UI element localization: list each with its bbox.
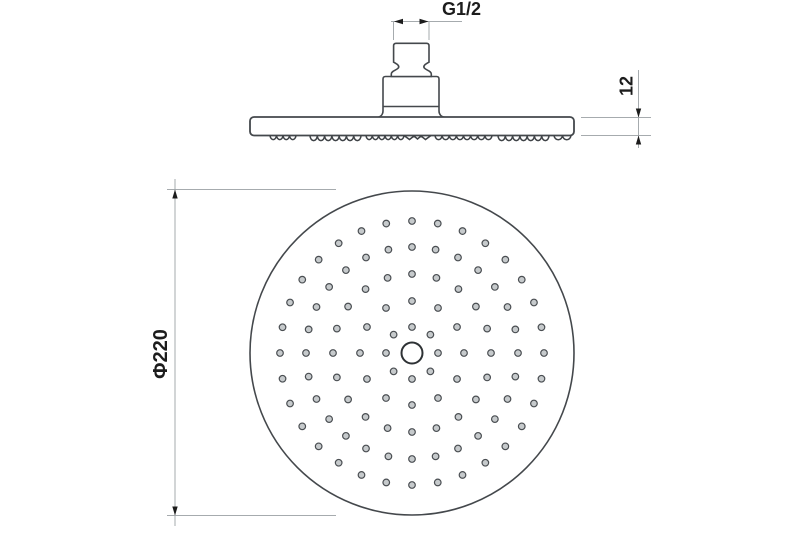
nozzle-hole bbox=[475, 433, 482, 440]
nozzle-hole bbox=[334, 325, 341, 332]
nozzle-hole bbox=[518, 276, 525, 283]
nozzle-hole bbox=[531, 400, 538, 407]
nozzle-hole bbox=[390, 368, 397, 375]
arrow-up-icon bbox=[636, 136, 641, 145]
nozzle-hole bbox=[504, 396, 511, 403]
nozzle-hole bbox=[305, 326, 312, 333]
shower-head-disc bbox=[250, 117, 574, 136]
nozzle-hole bbox=[492, 416, 499, 423]
dimension-thread bbox=[391, 0, 481, 40]
nozzle-hole bbox=[384, 425, 391, 432]
nozzle-hole bbox=[512, 326, 519, 333]
nozzle-hole bbox=[287, 299, 294, 306]
nozzle-hole bbox=[383, 395, 390, 402]
nozzle-hole bbox=[334, 374, 341, 381]
nozzle-hole bbox=[345, 303, 352, 310]
nozzle-hole bbox=[434, 220, 441, 227]
nozzle-hole bbox=[455, 414, 462, 421]
nozzle-hole bbox=[363, 254, 370, 261]
nozzle-hole bbox=[454, 324, 461, 331]
nozzle-hole bbox=[364, 324, 371, 331]
nozzle-hole bbox=[409, 271, 416, 278]
nozzle-hole bbox=[538, 375, 545, 382]
nozzle-hole bbox=[335, 240, 342, 247]
nozzle-hole bbox=[279, 375, 286, 382]
nozzle-hole bbox=[484, 374, 491, 381]
nozzle-hole bbox=[541, 350, 548, 357]
nozzle-hole bbox=[518, 423, 525, 430]
nozzle-hole bbox=[432, 453, 439, 460]
nozzle-hole bbox=[313, 396, 320, 403]
nozzle-hole bbox=[358, 228, 365, 235]
collar bbox=[377, 77, 446, 118]
nozzle-hole bbox=[473, 396, 480, 403]
nozzle-hole bbox=[364, 376, 371, 383]
nozzle-hole bbox=[434, 479, 441, 486]
diameter-label: Φ220 bbox=[150, 329, 172, 379]
nozzle-hole bbox=[299, 423, 306, 430]
nozzle-hole bbox=[384, 275, 391, 282]
arrow-down-icon bbox=[636, 109, 641, 118]
nozzle-hole bbox=[427, 331, 434, 338]
nozzle-hole bbox=[502, 256, 509, 263]
nozzle-hole bbox=[473, 303, 480, 310]
nozzle-hole bbox=[515, 350, 522, 357]
nozzle-hole bbox=[455, 254, 462, 261]
nozzle-hole bbox=[492, 284, 499, 291]
nozzle-hole bbox=[484, 325, 491, 332]
nozzle-hole bbox=[277, 350, 284, 357]
nozzle-hole bbox=[409, 456, 416, 463]
nozzle-hole bbox=[287, 400, 294, 407]
nozzle-hole bbox=[343, 267, 350, 274]
nozzle-hole bbox=[488, 350, 495, 357]
nozzle-hole bbox=[461, 350, 468, 357]
nozzle-hole bbox=[383, 350, 390, 357]
thread-connector bbox=[391, 43, 431, 76]
nozzle-hole bbox=[475, 267, 482, 274]
nozzle-hole bbox=[455, 445, 462, 452]
nozzle-hole bbox=[335, 459, 342, 466]
face-view bbox=[150, 179, 574, 526]
nozzle-hole bbox=[385, 453, 392, 460]
nozzle-hole bbox=[409, 298, 416, 305]
nozzle-hole bbox=[409, 244, 416, 251]
nozzle-hole bbox=[362, 414, 369, 421]
arrow-left-icon bbox=[394, 19, 403, 24]
nozzle-hole bbox=[409, 482, 416, 489]
arrow-up-icon bbox=[172, 190, 177, 199]
nozzle-hole bbox=[538, 324, 545, 331]
nozzle-hole bbox=[362, 286, 369, 293]
nozzle-hole bbox=[299, 276, 306, 283]
nozzle-hole bbox=[504, 304, 511, 311]
nozzle-hole bbox=[427, 368, 434, 375]
nozzle-hole bbox=[315, 443, 322, 450]
nozzle-hole bbox=[385, 246, 392, 253]
nozzle-hole bbox=[383, 220, 390, 227]
nozzle-hole bbox=[279, 324, 286, 331]
nozzle-hole bbox=[455, 286, 462, 293]
nozzle-hole bbox=[343, 433, 350, 440]
arrow-right-icon bbox=[420, 19, 429, 24]
arrow-down-icon bbox=[172, 507, 177, 516]
thread-size-label: G1/2 bbox=[442, 0, 482, 19]
nozzle-hole bbox=[433, 425, 440, 432]
nozzle-hole bbox=[435, 395, 442, 402]
nozzle-hole bbox=[305, 373, 312, 380]
nozzle-hole bbox=[502, 443, 509, 450]
nozzle-hole bbox=[345, 396, 352, 403]
nozzle-hole bbox=[358, 472, 365, 479]
nozzle-hole bbox=[435, 305, 442, 312]
nozzle-hole bbox=[454, 376, 461, 383]
nozzle-hole bbox=[409, 324, 416, 331]
nozzle-hole bbox=[459, 472, 466, 479]
nozzle-hole bbox=[432, 246, 439, 253]
nozzle-hole bbox=[390, 331, 397, 338]
nozzle-hole bbox=[326, 284, 333, 291]
nozzle-hole bbox=[383, 305, 390, 312]
nozzle-hole bbox=[363, 445, 370, 452]
nozzle-hole bbox=[433, 275, 440, 282]
nozzle-hole bbox=[326, 416, 333, 423]
nozzle-hole bbox=[330, 350, 337, 357]
dimension-thickness bbox=[581, 70, 651, 148]
side-view bbox=[250, 0, 651, 148]
nozzle-hole bbox=[315, 256, 322, 263]
nozzle-hole bbox=[482, 459, 489, 466]
nozzle-hole bbox=[409, 429, 416, 436]
thickness-label: 12 bbox=[616, 75, 637, 97]
nozzle-hole bbox=[512, 373, 519, 380]
nozzle-hole bbox=[313, 304, 320, 311]
nozzle-hole bbox=[303, 350, 310, 357]
nozzle-hole bbox=[409, 218, 416, 225]
nozzle-hole bbox=[383, 479, 390, 486]
nozzle-hole bbox=[357, 350, 364, 357]
nozzle-hole bbox=[531, 299, 538, 306]
nozzle-hole bbox=[459, 228, 466, 235]
nozzle-hole bbox=[409, 376, 416, 383]
nozzle-hole bbox=[435, 350, 442, 357]
nozzle-hole bbox=[409, 402, 416, 409]
nozzle-hole bbox=[482, 240, 489, 247]
center-cap bbox=[402, 343, 423, 364]
